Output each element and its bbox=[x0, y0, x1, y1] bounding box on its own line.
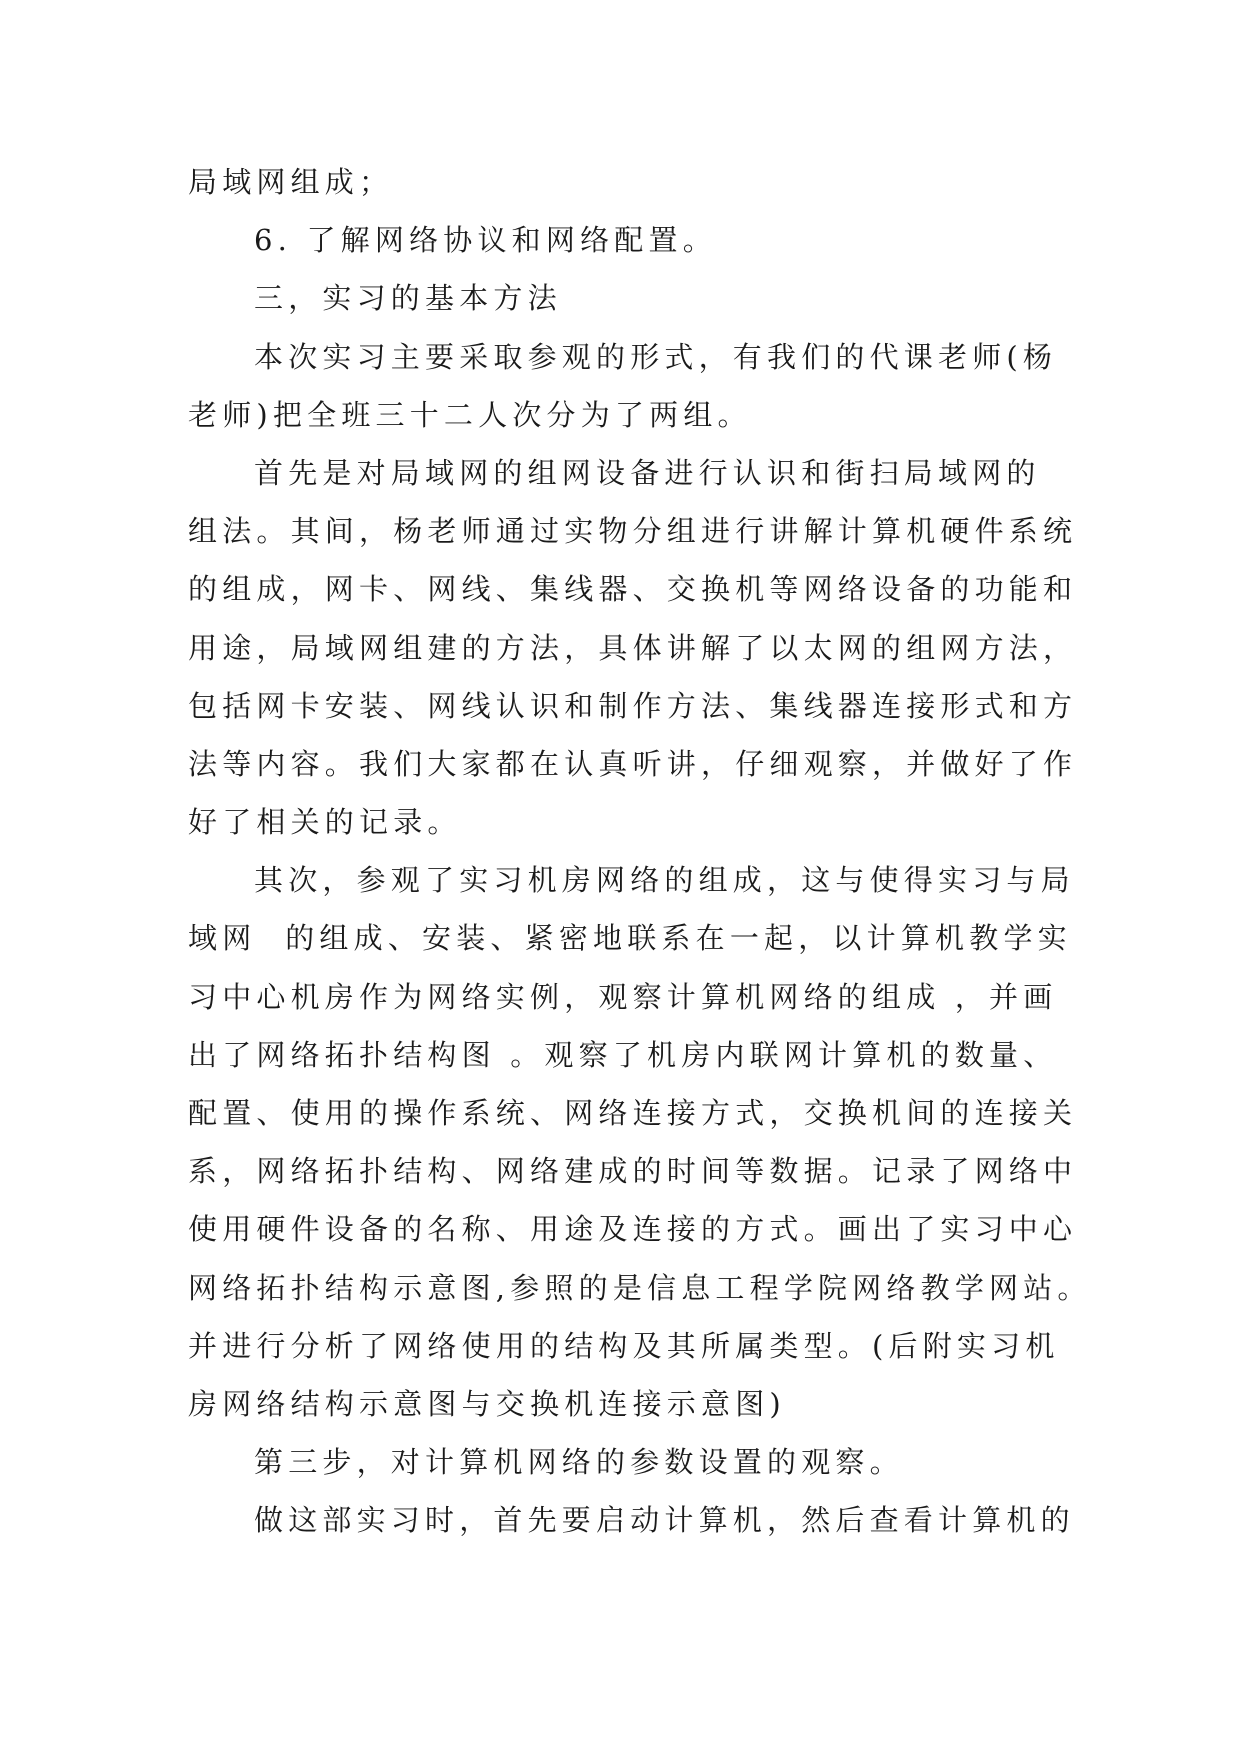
section-heading: 三，实习的基本方法 bbox=[254, 281, 562, 316]
document-body bbox=[188, 153, 1092, 1550]
text-line: 首先是对局域网的组网设备进行认识和街扫局域网的 bbox=[254, 455, 1041, 490]
text-line: 使用硬件设备的名称、用途及连接的方式。画出了实习中心 bbox=[188, 1212, 1078, 1247]
text-line: 习中心机房作为网络实例，观察计算机网络的组成 ，并画 bbox=[188, 979, 1058, 1014]
text-line: 其次，参观了实习机房网络的组成，这与使得实习与局 bbox=[254, 863, 1075, 898]
text-line: 包括网卡安装、网线认识和制作方法、集线器连接形式和方 bbox=[188, 688, 1078, 723]
text-line: 局域网组成； bbox=[188, 165, 394, 199]
text-line: 老师)把全班三十二人次分为了两组。 bbox=[188, 397, 752, 432]
list-item-6: 6. 了解网络协议和网络配置。 bbox=[254, 223, 717, 258]
text-line: 好了相关的记录。 bbox=[188, 805, 462, 840]
text-line: 第三步，对计算机网络的参数设置的观察。 bbox=[254, 1445, 904, 1480]
text-line: 房网络结构示意图与交换机连接示意图) bbox=[188, 1386, 786, 1421]
text-line: 组法。其间，杨老师通过实物分组进行讲解计算机硬件系统 bbox=[188, 514, 1078, 549]
text-line: 并进行分析了网络使用的结构及其所属类型。(后附实习机 bbox=[188, 1328, 1060, 1363]
text-line: 网络拓扑结构示意图,参照的是信息工程学院网络教学网站。 bbox=[188, 1270, 1092, 1305]
text-line: 的组成，网卡、网线、集线器、交换机等网络设备的功能和 bbox=[188, 572, 1078, 607]
text-line: 本次实习主要采取参观的形式，有我们的代课老师(杨 bbox=[254, 339, 1058, 374]
text-line: 系，网络拓扑结构、网络建成的时间等数据。记录了网络中 bbox=[188, 1154, 1078, 1189]
text-line: 法等内容。我们大家都在认真听讲，仔细观察，并做好了作 bbox=[188, 746, 1078, 781]
text-line: 配置、使用的操作系统、网络连接方式，交换机间的连接关 bbox=[188, 1096, 1078, 1130]
text-line: 出了网络拓扑结构图 。观察了机房内联网计算机的数量、 bbox=[188, 1037, 1058, 1072]
text-line: 用途，局域网组建的方法，具体讲解了以太网的组网方法， bbox=[188, 630, 1078, 665]
text-line: 做这部实习时，首先要启动计算机，然后查看计算机的 bbox=[254, 1503, 1075, 1538]
text-line: 域网 的组成、安装、紧密地联系在一起，以计算机教学实 bbox=[188, 921, 1072, 956]
